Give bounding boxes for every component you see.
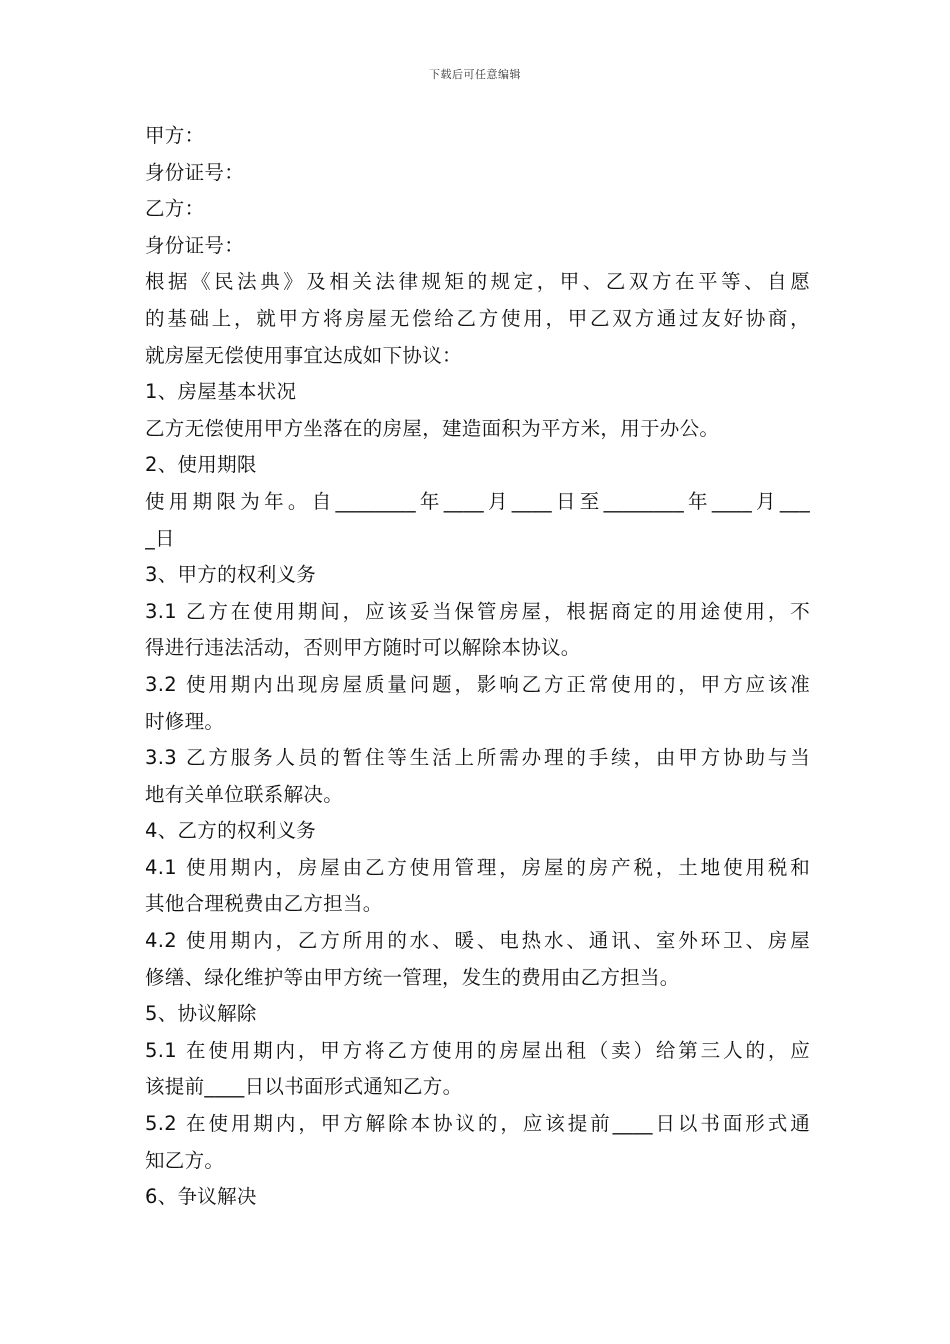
section-heading: 1、房屋基本状况	[145, 380, 297, 404]
party-a-label: 甲方：	[145, 124, 205, 147]
preamble-line: 就房屋无偿使用事宜达成如下协议：	[145, 343, 462, 367]
section-heading: 4、乙方的权利义务	[145, 819, 317, 843]
clause-line: 3.2 使用期内出现房屋质量问题，影响乙方正常使用的，甲方应该准	[145, 672, 810, 696]
section-heading: 6、争议解决	[145, 1185, 257, 1209]
section-heading: 2、使用期限	[145, 453, 257, 477]
party-b-label: 乙方：	[145, 197, 205, 221]
clause-line: 使用期限为年。自________年____月____日至________年____月___	[145, 489, 810, 513]
clause-line: 4.1 使用期内，房屋由乙方使用管理，房屋的房产税，土地使用税和	[145, 855, 810, 879]
clause-line: 知乙方。	[145, 1148, 225, 1172]
section-heading: 3、甲方的权利义务	[145, 563, 317, 587]
clause-line: 5.2 在使用期内，甲方解除本协议的，应该提前____日以书面形式通	[145, 1112, 810, 1136]
clause-line: 乙方无偿使用甲方坐落在的房屋，建造面积为平方米，用于办公。	[145, 416, 720, 440]
party-b-id-label: 身份证号：	[145, 233, 245, 257]
clause-line: 3.3 乙方服务人员的暂住等生活上所需办理的手续，由甲方协助与当	[145, 746, 810, 770]
agreement-body	[145, 118, 810, 1216]
clause-line: 其他合理税费由乙方担当。	[145, 892, 383, 916]
clause-line: 时修理。	[145, 709, 225, 733]
preamble-line: 的基础上，就甲方将房屋无偿给乙方使用，甲乙双方通过友好协商，	[145, 306, 810, 330]
clause-line: 4.2 使用期内，乙方所用的水、暖、电热水、通讯、室外环卫、房屋	[145, 929, 810, 953]
clause-line: 得进行违法活动，否则甲方随时可以解除本协议。	[145, 636, 581, 660]
clause-line: 该提前____日以书面形式通知乙方。	[145, 1075, 463, 1099]
preamble-line: 根据《民法典》及相关法律规矩的规定，甲、乙双方在平等、自愿	[145, 270, 810, 294]
header-note: 下载后可任意编辑	[429, 68, 521, 81]
clause-line: 地有关单位联系解决。	[145, 782, 344, 806]
clause-line: 修缮、绿化维护等由甲方统一管理，发生的费用由乙方担当。	[145, 965, 680, 989]
clause-line: _日	[145, 526, 175, 550]
clause-line: 3.1 乙方在使用期间，应该妥当保管房屋，根据商定的用途使用，不	[145, 599, 810, 623]
section-heading: 5、协议解除	[145, 1002, 257, 1026]
clause-line: 5.1 在使用期内，甲方将乙方使用的房屋出租（卖）给第三人的，应	[145, 1038, 810, 1062]
party-a-id-label: 身份证号：	[145, 160, 245, 184]
